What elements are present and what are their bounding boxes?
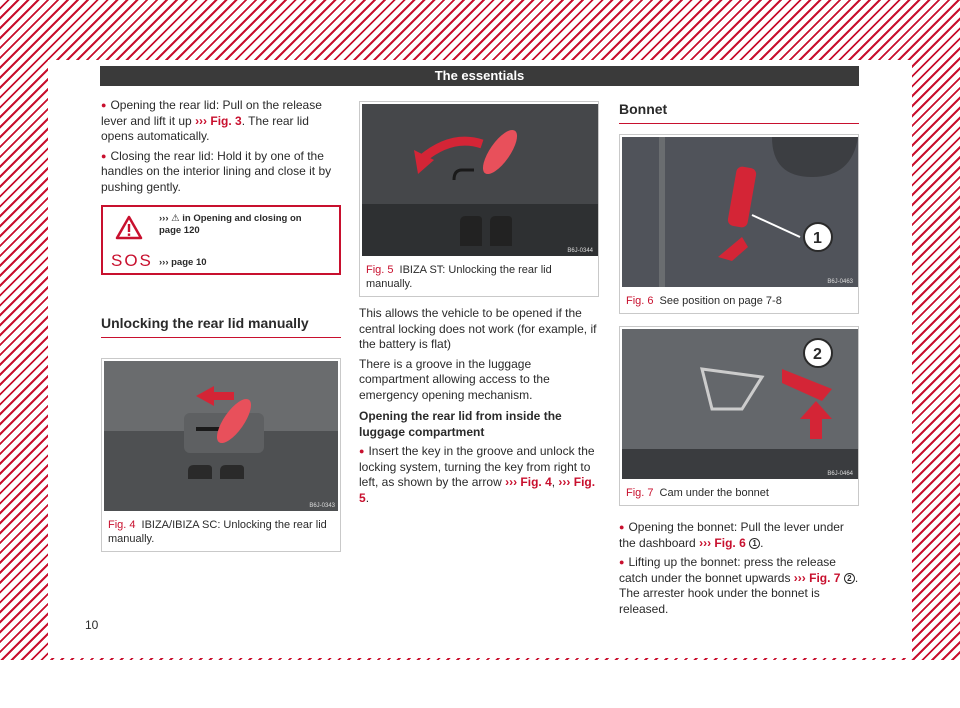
column-middle — [359, 101, 599, 510]
figure-5 — [359, 101, 599, 297]
figure-6-code: B6J-0463 — [827, 279, 853, 285]
sos-icon: SOS — [111, 251, 153, 270]
section-header: The essentials — [100, 66, 859, 86]
open-bonnet-paragraph: ● Opening the bonnet: Pull the lever under the dashboard ››› Fig. 6 1 . — [619, 520, 859, 551]
fig4-link[interactable]: ››› Fig. 4 — [505, 475, 552, 489]
figure-4-caption: Fig. 4 IBIZA/IBIZA SC: Unlocking the rear lid manually. — [108, 519, 327, 545]
column-right — [619, 101, 859, 621]
figure-4-image — [104, 361, 338, 511]
warning-reference[interactable]: ››› ⚠ in Opening and closing on page 120 — [159, 213, 302, 236]
bottom-margin — [0, 660, 960, 708]
callout-2: 2 — [813, 346, 822, 363]
rear-lid-st-illustration — [362, 104, 598, 256]
fig6-link[interactable]: ››› Fig. 6 — [699, 535, 746, 550]
figure-5-caption: Fig. 5 IBIZA ST: Unlocking the rear lid manually. — [366, 264, 552, 290]
figure-5-code: B6J-0344 — [567, 248, 593, 254]
insert-key-paragraph: ● Insert the key in the groove and unlock the locking system, turning the key from right to left, as shown by the arrow ››› Fig. 4, ››› Fig. 5. — [359, 444, 599, 506]
section-heading-bonnet: Bonnet — [619, 101, 859, 124]
callout-1: 1 — [813, 230, 822, 247]
figure-7-code: B6J-0464 — [827, 471, 853, 477]
figure-4-code: B6J-0343 — [309, 503, 335, 509]
figure-7 — [619, 326, 859, 506]
sos-reference[interactable]: ››› page 10 — [159, 257, 207, 268]
figure-7-image — [622, 329, 856, 479]
figure-4 — [101, 358, 341, 552]
rear-lid-close-paragraph: ● Closing the rear lid: Hold it by one of the handles on the interior lining and close it by pushing gently. — [101, 149, 341, 196]
rear-lid-open-paragraph: ● Opening the rear lid: Pull on the release lever and lift it up ››› Fig. 3. The rear lid opens automatically. — [101, 98, 341, 145]
page-number: 10 — [85, 618, 99, 632]
fig5-link[interactable]: ››› Fig. 5 — [359, 475, 596, 505]
bonnet-cam-illustration — [622, 329, 858, 479]
rear-lid-illustration — [104, 361, 338, 511]
section-heading-manual-unlock: Unlocking the rear lid manually — [101, 315, 341, 338]
figure-5-image — [362, 104, 596, 256]
groove-paragraph: There is a groove in the luggage compartment allowing access to the emergency opening mechanism. — [359, 356, 550, 402]
bonnet-lever-illustration — [622, 137, 858, 287]
column-left — [101, 98, 341, 552]
subheading-luggage-compartment: Opening the rear lid from inside the luggage compartment — [359, 409, 562, 439]
emergency-info-paragraph: This allows the vehicle to be opened if the central locking does not work (for example, if the battery is flat) — [359, 306, 597, 351]
figure-6-caption: Fig. 6 See position on page 7-8 — [626, 295, 782, 307]
warning-triangle-icon — [115, 215, 143, 240]
lift-bonnet-paragraph: ● Lifting up the bonnet: press the release catch under the bonnet upwards ››› Fig. 7 2 . The arrester hook under the bonnet is released. — [619, 555, 859, 617]
fig7-link[interactable]: ››› Fig. 7 — [793, 570, 841, 585]
callout-2-inline: 2 — [844, 573, 855, 584]
figure-6-image — [622, 137, 856, 287]
warning-box — [101, 205, 341, 275]
figure-7-caption: Fig. 7 Cam under the bonnet — [626, 487, 769, 499]
figure-6 — [619, 134, 859, 314]
callout-1-inline: 1 — [749, 538, 760, 549]
fig3-link[interactable]: ››› Fig. 3 — [195, 113, 242, 128]
